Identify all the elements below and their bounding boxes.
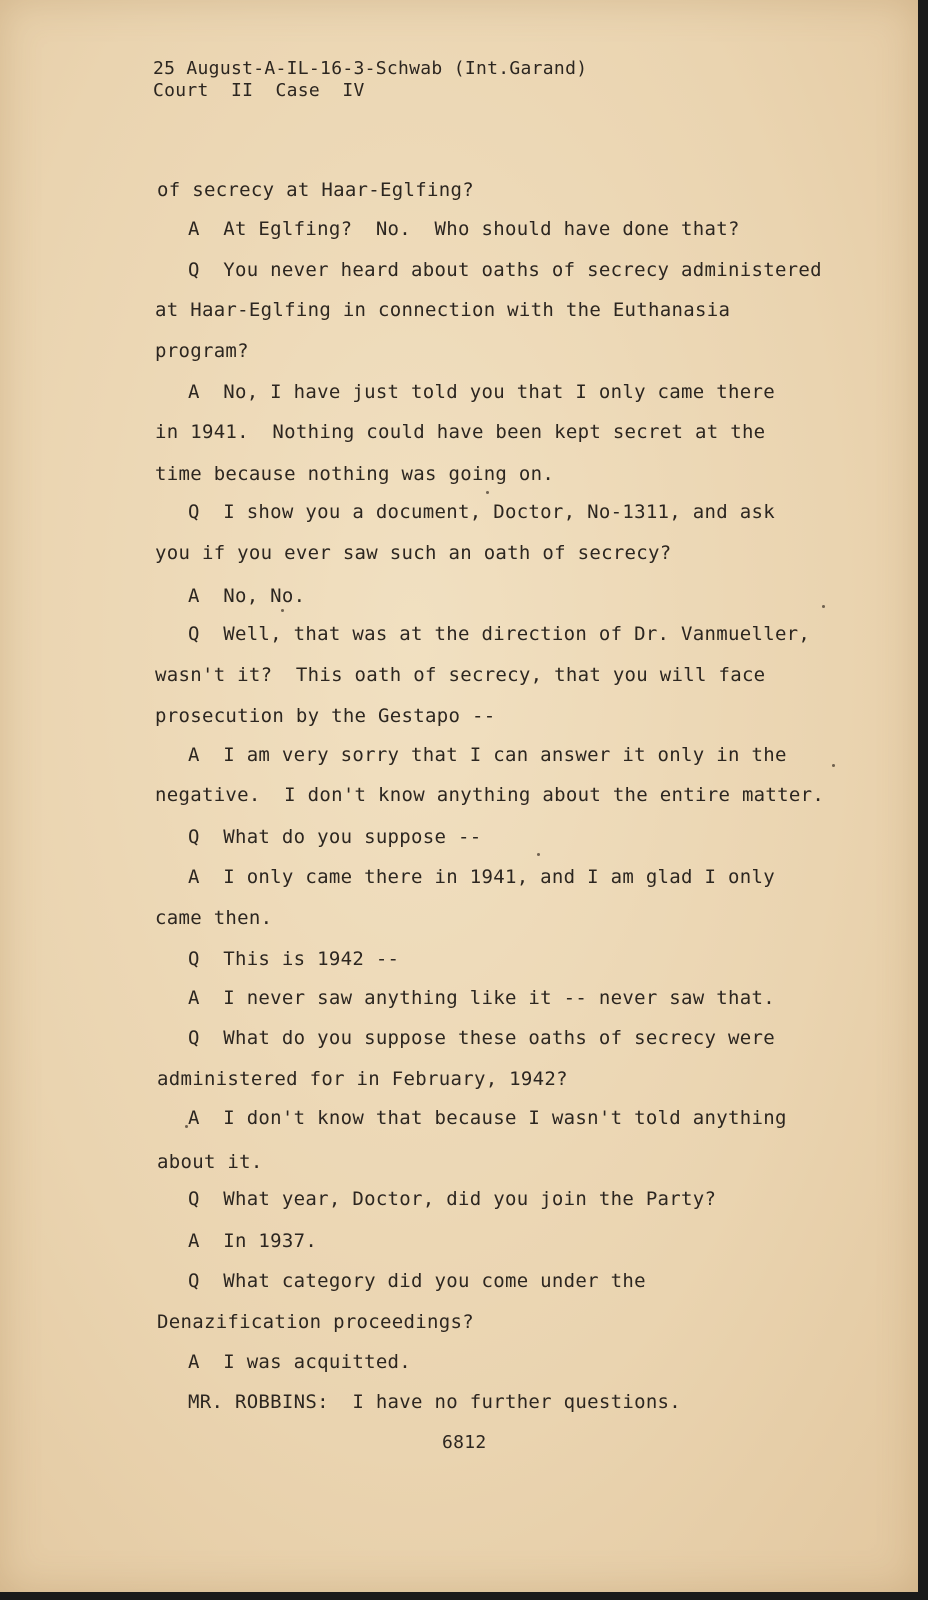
transcript-line: came then.: [155, 907, 273, 929]
transcript-line: A I never saw anything like it -- never saw that.: [188, 987, 775, 1009]
transcript-line: Q This is 1942 --: [188, 948, 400, 970]
transcript-line: time because nothing was going on.: [155, 463, 555, 485]
transcript-line: prosecution by the Gestapo --: [155, 705, 496, 727]
paper-speck: [537, 853, 540, 856]
paper-speck: [281, 609, 284, 612]
transcript-line: A I am very sorry that I can answer it only in the: [188, 744, 787, 766]
transcript-line: Q I show you a document, Doctor, No-1311, and ask: [188, 501, 775, 523]
page-number: 6812: [442, 1432, 487, 1453]
transcript-line: at Haar-Eglfing in connection with the Euthanasia: [155, 299, 731, 321]
transcript-line: A No, No.: [188, 585, 306, 607]
transcript-line: negative. I don't know anything about the entire matter.: [155, 784, 825, 806]
transcript-line: wasn't it? This oath of secrecy, that you will face: [155, 664, 766, 686]
transcript-line: A I only came there in 1941, and I am glad I only: [188, 866, 775, 888]
transcript-line: program?: [155, 340, 249, 362]
transcript-line: Q You never heard about oaths of secrecy administered: [188, 259, 822, 281]
transcript-line: Q What do you suppose --: [188, 826, 482, 848]
paper-speck: [185, 1125, 188, 1128]
transcript-line: A No, I have just told you that I only came there: [188, 381, 775, 403]
transcript-line: about it.: [157, 1151, 263, 1173]
header-line-1: 25 August-A-IL-16-3-Schwab (Int.Garand): [153, 58, 588, 79]
transcript-line: Q What year, Doctor, did you join the Party?: [188, 1188, 717, 1210]
transcript-line: Q Well, that was at the direction of Dr. Vanmueller,: [188, 623, 811, 645]
transcript-line: A I was acquitted.: [188, 1351, 412, 1373]
paper-speck: [822, 605, 825, 608]
transcript-line: MR. ROBBINS: I have no further questions.: [188, 1391, 682, 1413]
paper-speck: [486, 491, 489, 494]
transcript-line: Q What category did you come under the: [188, 1270, 646, 1292]
transcript-line: Denazification proceedings?: [157, 1311, 474, 1333]
transcript-line: A I don't know that because I wasn't told anything: [188, 1107, 787, 1129]
paper-speck: [832, 764, 835, 767]
transcript-line: A At Eglfing? No. Who should have done that?: [188, 218, 740, 240]
transcript-line: administered for in February, 1942?: [157, 1068, 568, 1090]
transcript-line: Q What do you suppose these oaths of secrecy were: [188, 1027, 775, 1049]
transcript-line: of secrecy at Haar-Eglfing?: [157, 179, 474, 201]
transcript-line: you if you ever saw such an oath of secrecy?: [155, 542, 672, 564]
transcript-line: in 1941. Nothing could have been kept secret at the: [155, 421, 766, 443]
transcript-line: A In 1937.: [188, 1230, 318, 1252]
header-line-2: Court II Case IV: [153, 80, 365, 101]
